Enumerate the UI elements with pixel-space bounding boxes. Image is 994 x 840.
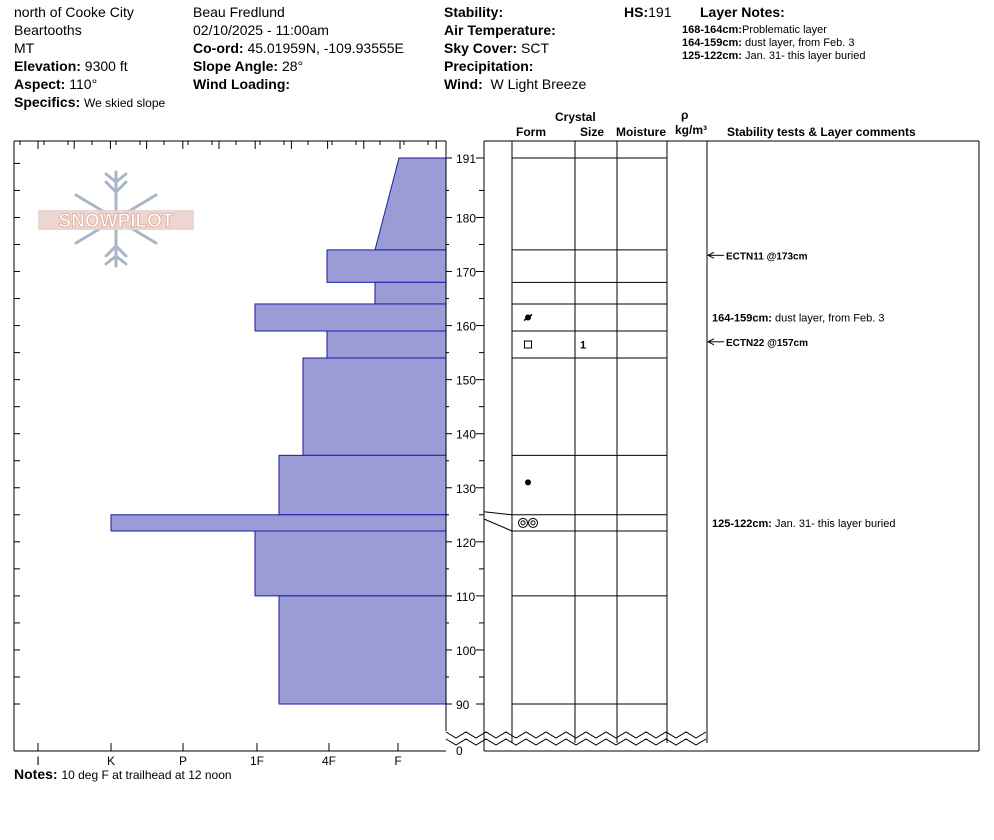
crystal-rounded-icon: [525, 479, 531, 485]
moisture-header: Moisture: [616, 125, 667, 139]
rho-header: ρ: [681, 108, 689, 122]
crystal-meltfreeze-icon: [519, 518, 528, 527]
depth-tick-label: 150: [456, 373, 477, 388]
observer: Beau Fredlund: [193, 4, 285, 20]
wind-value: W Light Breeze: [490, 76, 587, 92]
hardness-bar: [255, 304, 446, 331]
depth-tick-label: 130: [456, 481, 477, 496]
crystal-header: Crystal: [555, 110, 596, 124]
notes-row: [14, 766, 232, 782]
hardness-bar: [327, 250, 446, 282]
crystal-meltfreeze-icon: [521, 521, 525, 525]
size-header: Size: [580, 125, 605, 139]
elevation-value: 9300 ft: [84, 58, 128, 74]
coord-value: 45.01959N, -109.93555E: [247, 40, 404, 56]
layer-comment-range: 125-122cm:: [712, 517, 775, 530]
crystal-faceted-icon: [525, 341, 532, 348]
aspect-value: 110°: [69, 76, 98, 92]
layer-note-range: 125-122cm:: [682, 50, 742, 62]
depth-zero-label: 0: [456, 744, 463, 758]
slope-value: 28°: [281, 58, 304, 74]
hardness-tick-label: 4F: [321, 754, 337, 768]
hardness-bar: [327, 331, 446, 358]
depth-tick-label: 90: [456, 698, 470, 713]
hs-value: 191: [648, 4, 672, 20]
layer-note-text: Problematic layer: [741, 24, 827, 36]
layer-comment: [712, 518, 895, 530]
hardness-bar: [279, 596, 446, 704]
crystal-size-value: 1: [580, 339, 587, 352]
precip-label: Precipitation:: [444, 58, 534, 74]
location: north of Cooke City: [14, 4, 134, 20]
wind-loading-label: Wind Loading:: [193, 76, 291, 92]
slope-label: Slope Angle:: [193, 58, 279, 74]
depth-tick-label: 180: [456, 211, 477, 226]
date-time: 02/10/2025 - 11:00am: [193, 22, 329, 38]
layer-comment-range: 164-159cm:: [712, 312, 775, 325]
hardness-bar: [111, 515, 446, 531]
form-header: Form: [516, 125, 546, 139]
hardness-bar: [375, 158, 446, 250]
depth-tick-label: 160: [456, 319, 477, 334]
coord-label: Co-ord:: [193, 40, 244, 56]
layer-comment-text: Jan. 31- this layer buried: [775, 517, 896, 530]
notes-value: 10 deg F at trailhead at 12 noon: [61, 768, 232, 782]
depth-tick-label: 170: [456, 265, 477, 280]
hardness-tick-label: P: [178, 754, 188, 768]
crystal-meltfreeze-icon: [529, 518, 538, 527]
elevation-label: Elevation:: [14, 58, 81, 74]
state: MT: [14, 40, 35, 56]
depth-tick-label: 191: [456, 152, 477, 166]
layer-comment-text: dust layer, from Feb. 3: [775, 312, 885, 325]
hardness-bar: [279, 455, 446, 514]
notes-label: Notes:: [14, 766, 58, 782]
stability-test-label: ECTN22 @157cm: [726, 337, 809, 349]
depth-tick-label: 140: [456, 427, 477, 442]
layer-note-range: 168-164cm:: [682, 24, 742, 36]
depth-tick-label: 110: [456, 589, 476, 604]
air-temp-label: Air Temperature:: [444, 22, 556, 38]
hardness-tick-label: I: [36, 754, 40, 768]
hardness-tick-label: K: [106, 754, 116, 768]
comments-header: Stability tests & Layer comments: [727, 125, 916, 139]
layer-connector: [484, 519, 512, 531]
hardness-tick-label: F: [394, 754, 402, 768]
density-header: kg/m³: [675, 123, 708, 137]
hardness-bar: [375, 282, 446, 304]
sky-value: SCT: [521, 40, 550, 56]
crystal-meltfreeze-icon: [531, 521, 535, 525]
hardness-bar: [255, 531, 446, 596]
layer-note-range: 164-159cm:: [682, 37, 742, 49]
hs-label: HS:: [624, 4, 649, 20]
aspect-label: Aspect:: [14, 76, 66, 92]
layer-connector: [484, 512, 512, 515]
layer-note-text: dust layer, from Feb. 3: [745, 37, 855, 49]
layer-comment: [712, 312, 884, 324]
stability-test-label: ECTN11 @173cm: [726, 251, 808, 263]
layer-note-text: Jan. 31- this layer buried: [745, 50, 866, 62]
mountain-range: Beartooths: [14, 22, 82, 38]
sky-label: Sky Cover:: [444, 40, 518, 56]
logo-text: SNOWPILOT: [58, 211, 174, 232]
depth-tick-label: 100: [456, 643, 477, 658]
depth-tick-label: 120: [456, 535, 477, 550]
hardness-bar: [303, 358, 446, 455]
specifics-label: Specifics:: [14, 94, 81, 110]
stability-label: Stability:: [444, 4, 504, 20]
layer-notes-title: Layer Notes:: [700, 4, 785, 20]
wind-label: Wind:: [444, 76, 483, 92]
hardness-tick-label: 1F: [249, 754, 265, 768]
specifics-value: We skied slope: [84, 96, 166, 110]
